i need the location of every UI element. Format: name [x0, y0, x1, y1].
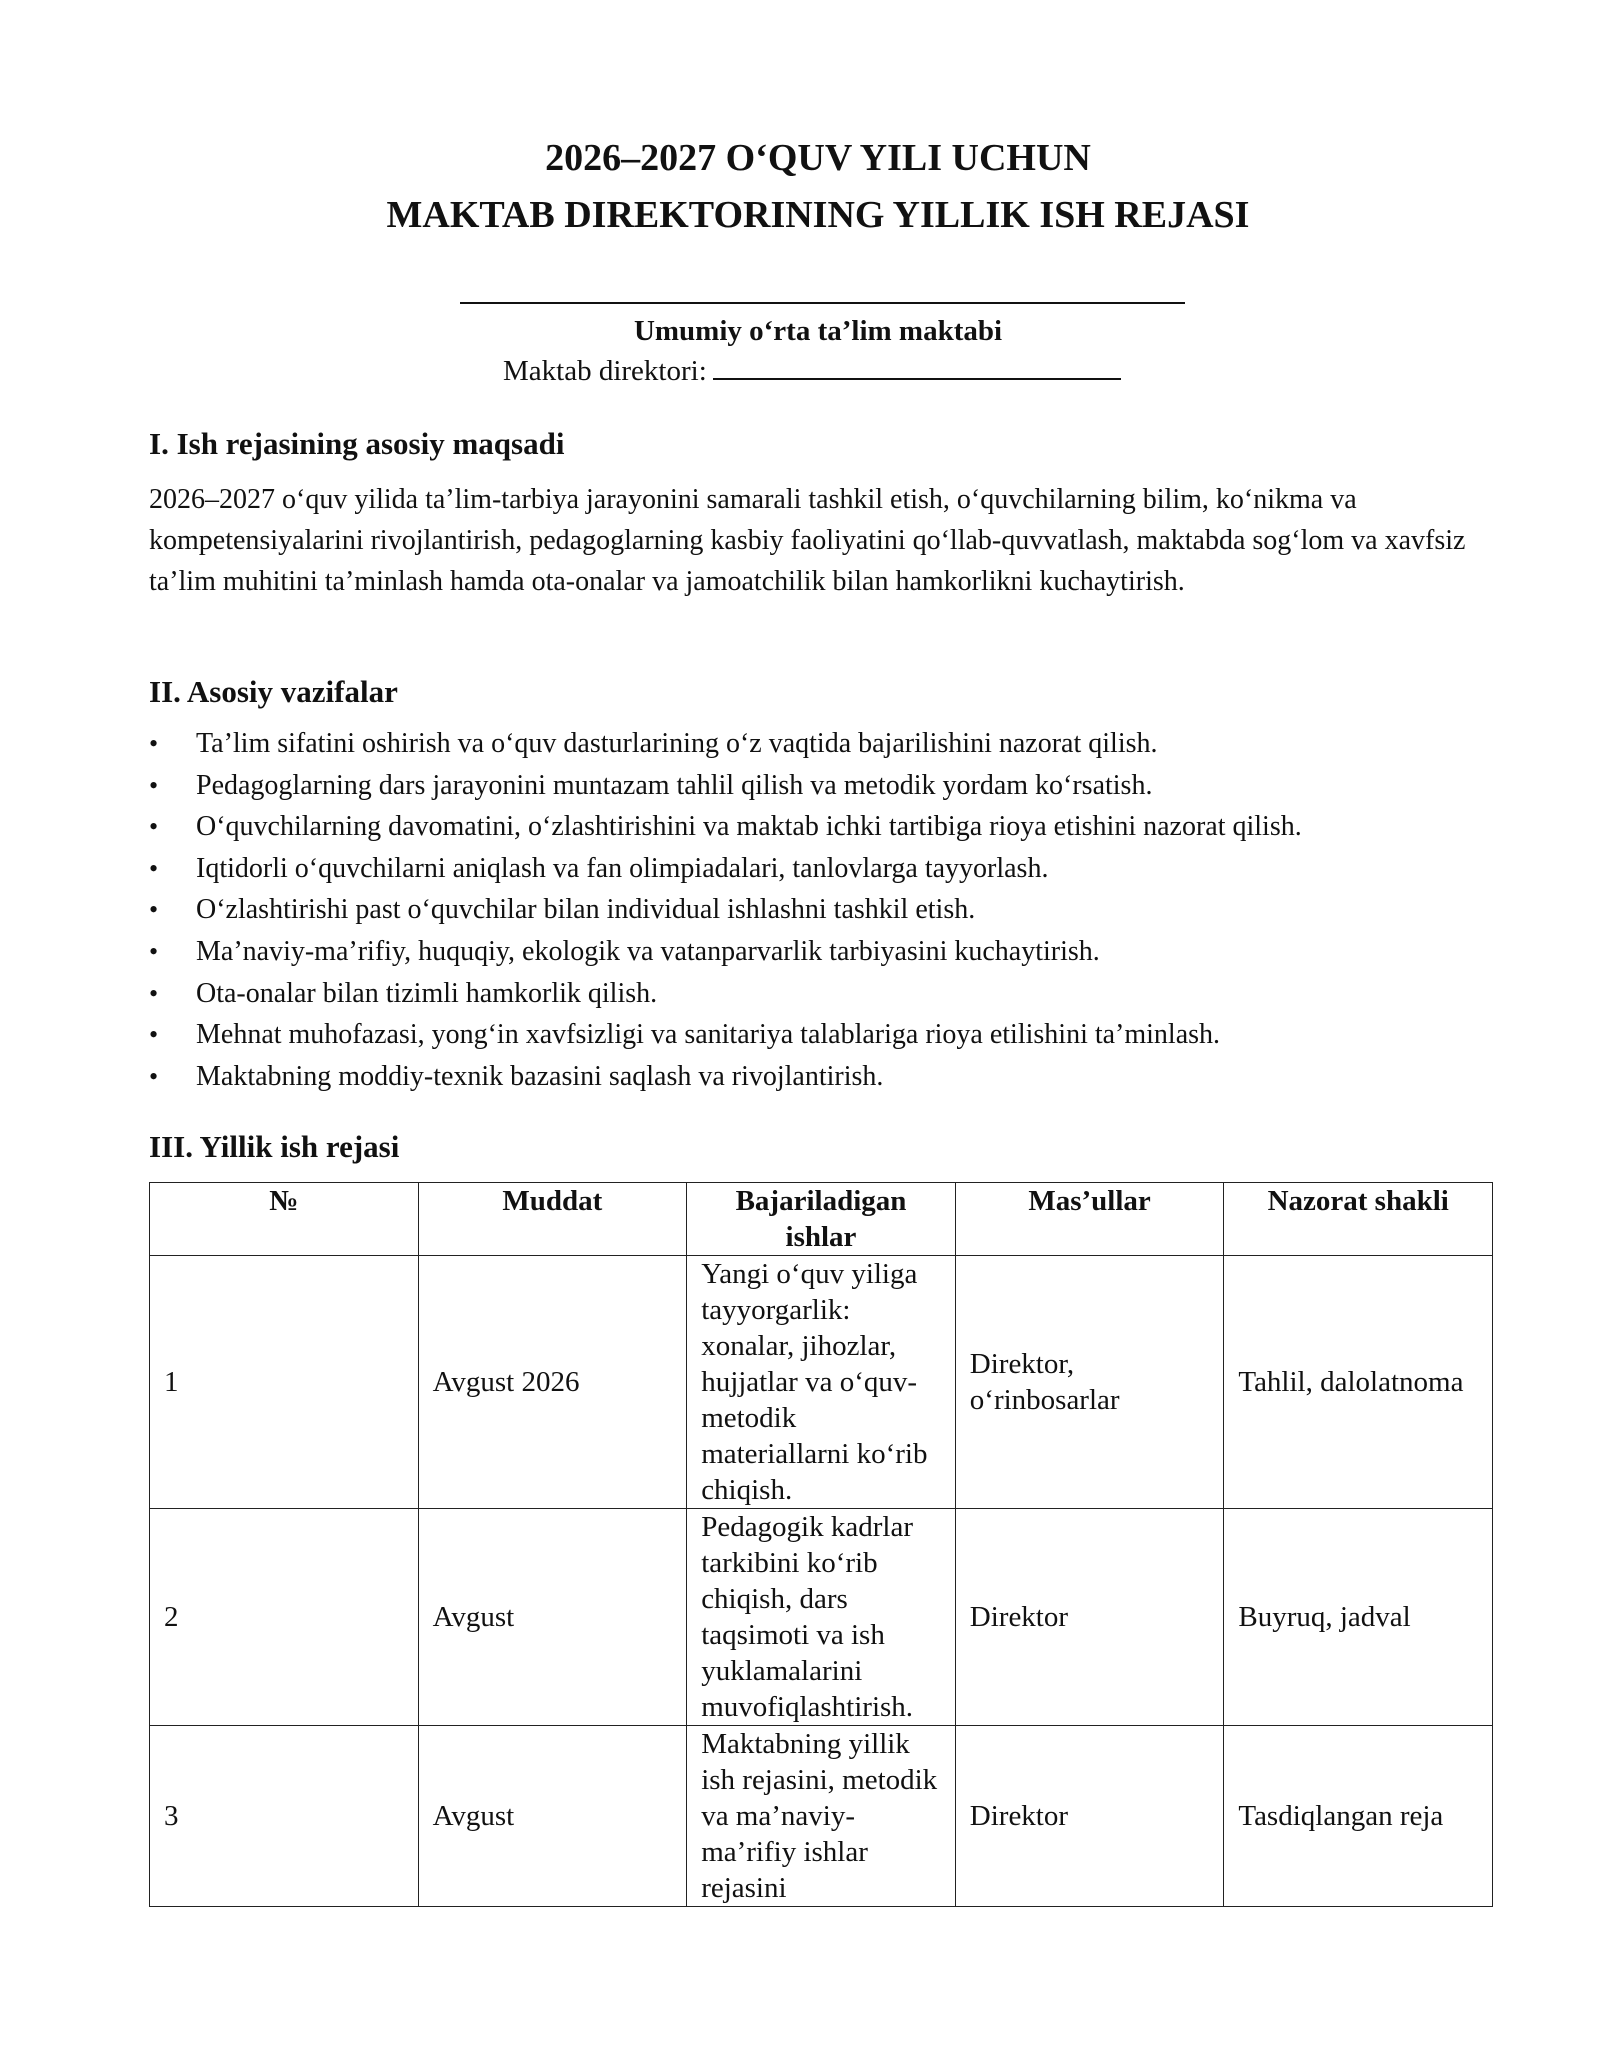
table-row [150, 1726, 1493, 1907]
list-item [149, 1014, 1499, 1056]
cell-work: Maktabning yillik ish rejasini, metodik va ma’naviy-ma’rifiy ishlar rejasini [687, 1726, 956, 1907]
list-item-text: O‘quvchilarning davomatini, o‘zlashtirishini va maktab ichki tartibiga rioya etishini nazorat qilish. [196, 811, 1302, 843]
director-name-blank [713, 378, 1121, 380]
section-3-heading: III. Yillik ish rejasi [149, 1129, 400, 1164]
cell-number: 3 [150, 1726, 419, 1907]
cell-work: Pedagogik kadrlar tarkibini ko‘rib chiqish, dars taqsimoti va ish yuklamalarini muvofiqlashtirish. [687, 1509, 956, 1726]
bullet-icon: • [149, 729, 159, 758]
document-title-line-2: MAKTAB DIREKTORINING YILLIK ISH REJASI [386, 194, 1250, 236]
list-item-text: Ta’lim sifatini oshirish va o‘quv dasturlarining o‘z vaqtida bajarilishini nazorat qilish. [196, 728, 1158, 759]
list-item-text: Ota-onalar bilan tizimli hamkorlik qilish. [196, 977, 658, 1009]
bullet-icon: • [149, 978, 159, 1008]
list-item [149, 765, 1499, 807]
cell-work: Yangi o‘quv yiliga tayyorgarlik: xonalar, jihozlar, hujjatlar va o‘quv-metodik materiallarni ko‘rib chiqish. [687, 1256, 956, 1509]
column-header-work: Bajariladigan ishlar [687, 1183, 956, 1256]
bullet-icon: • [149, 895, 159, 925]
list-item [149, 723, 1499, 765]
tasks-list [149, 723, 1499, 1097]
list-item [149, 889, 1499, 931]
list-item [149, 1056, 1499, 1098]
cell-period: Avgust [418, 1726, 687, 1907]
list-item-text: Ma’naviy-ma’rifiy, huquqiy, ekologik va vatanparvarlik tarbiyasini kuchaytirish. [196, 935, 1100, 967]
director-label: Maktab direktori: [503, 355, 707, 387]
list-item-text: Iqtidorli o‘quvchilarni aniqlash va fan olimpiadalari, tanlovlarga tayyorlash. [196, 852, 1049, 884]
cell-control: Tasdiqlangan reja [1224, 1726, 1493, 1907]
table-header-row [150, 1183, 1493, 1256]
cell-responsible: Direktor, o‘rinbosarlar [955, 1256, 1224, 1509]
section-1-heading: I. Ish rejasining asosiy maqsadi [149, 426, 565, 461]
cell-number: 1 [150, 1256, 419, 1509]
annual-plan-table [149, 1182, 1493, 1907]
table-row [150, 1509, 1493, 1726]
cell-period: Avgust 2026 [418, 1256, 687, 1509]
cell-control: Buyruq, jadval [1224, 1509, 1493, 1726]
list-item [149, 806, 1499, 848]
column-header-control: Nazorat shakli [1224, 1183, 1493, 1256]
section-2-heading: II. Asosiy vazifalar [149, 674, 398, 709]
cell-period: Avgust [418, 1509, 687, 1726]
column-header-period: Muddat [418, 1183, 687, 1256]
cell-number: 2 [150, 1509, 419, 1726]
school-name-blank-line [460, 302, 1185, 304]
list-item-text: Mehnat muhofazasi, yong‘in xavfsizligi va sanitariya talablariga rioya etilishini ta’minlash. [196, 1019, 1221, 1051]
bullet-icon: • [149, 1061, 159, 1091]
list-item [149, 973, 1499, 1015]
school-type-label: Umumiy o‘rta ta’lim maktabi [633, 315, 1003, 347]
document-title-line-1: 2026–2027 O‘QUV YILI UCHUN [545, 137, 1091, 179]
bullet-icon: • [149, 936, 159, 966]
table-row [150, 1256, 1493, 1509]
cell-responsible: Direktor [955, 1726, 1224, 1907]
bullet-icon: • [149, 812, 159, 842]
list-item-text: Maktabning moddiy-texnik bazasini saqlash va rivojlantirish. [196, 1060, 884, 1092]
bullet-icon: • [149, 1020, 159, 1050]
director-signature-line [503, 357, 1121, 386]
cell-control: Tahlil, dalolatnoma [1224, 1256, 1493, 1509]
cell-responsible: Direktor [955, 1509, 1224, 1726]
section-1-paragraph: 2026–2027 o‘quv yilida ta’lim-tarbiya jarayonini samarali tashkil etish, o‘quvchilarning bilim, ko‘nikma va kompetensiyalarini rivojlantirish, pedagoglarning kasbiy faoliyatini qo‘llab-quvvatlash, maktabda sog‘lom va xavfsiz ta’lim muhitini ta’minlash hamda ota-onalar va jamoatchilik bilan hamkorlikni kuchaytirish. [149, 484, 1466, 597]
bullet-icon: • [149, 853, 159, 883]
list-item [149, 931, 1499, 973]
bullet-icon: • [149, 770, 159, 800]
column-header-number: № [150, 1183, 419, 1256]
list-item-text: O‘zlashtirishi past o‘quvchilar bilan individual ishlashni tashkil etish. [196, 894, 976, 926]
list-item-text: Pedagoglarning dars jarayonini muntazam tahlil qilish va metodik yordam ko‘rsatish. [196, 769, 1153, 801]
column-header-responsible: Mas’ullar [955, 1183, 1224, 1256]
list-item [149, 848, 1499, 890]
